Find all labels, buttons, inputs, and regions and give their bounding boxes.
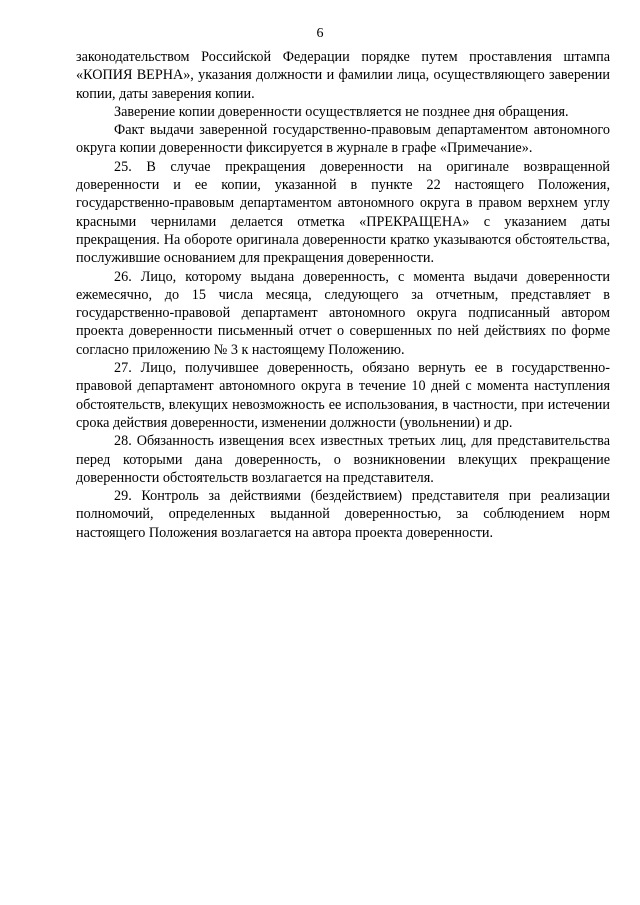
- paragraph-item-29: 29. Контроль за действиями (бездействием) представителя при реализации полномочий, определенных выданной доверенностью, за соблюдением норм настоящего Положения возлагается на автора проекта доверенности.: [76, 488, 610, 541]
- paragraph-continuation: законодательством Российской Федерации порядке путем проставления штампа «КОПИЯ ВЕРНА», указания должности и фамилии лица, осуществляющего заверении копии, даты заверения копии.: [76, 49, 610, 102]
- paragraph-copy-journal-record: Факт выдачи заверенной государственно-правовым департаментом автономного округа копии доверенности фиксируется в журнале в графе «Примечание».: [76, 122, 610, 157]
- paragraph-item-28: 28. Обязанность извещения всех известных третьих лиц, для представительства перед которыми дана доверенность, о возникновении влекущих прекращение доверенности обстоятельств возлагается на представителя.: [76, 433, 610, 486]
- document-body: [76, 48, 610, 542]
- page-number: 6: [316, 26, 324, 41]
- paragraph-item-26: 26. Лицо, которому выдана доверенность, с момента выдачи доверенности ежемесячно, до 15 числа месяца, следующего за отчетным, представляет в государственно-правовой департамент автономного округа подписанный автором проекта доверенности письменный отчет о совершенных по ней действиях по форме согласно приложению № 3 к настоящему Положению.: [76, 268, 610, 358]
- paragraph-item-25: 25. В случае прекращения доверенности на оригинале возвращенной доверенности и ее копии, указанной в пункте 22 настоящего Положения, государственно-правовым департаментом автономного округа в правом верхнем углу красными чернилами делается отметка «ПРЕКРАЩЕНА» с указанием даты прекращения. На обороте оригинала доверенности кратко указываются обстоятельства, послужившие основанием для прекращения доверенности.: [76, 158, 610, 267]
- paragraph-item-27: 27. Лицо, получившее доверенность, обязано вернуть ее в государственно-правовой департамент автономного округа в течение 10 дней с момента наступления обстоятельств, влекущих невозможность ее использования, в частности, при истечении срока действия доверенности, изменении должности (увольнении) и др.: [76, 360, 610, 431]
- paragraph-copy-certification-deadline: Заверение копии доверенности осуществляется не позднее дня обращения.: [114, 103, 569, 120]
